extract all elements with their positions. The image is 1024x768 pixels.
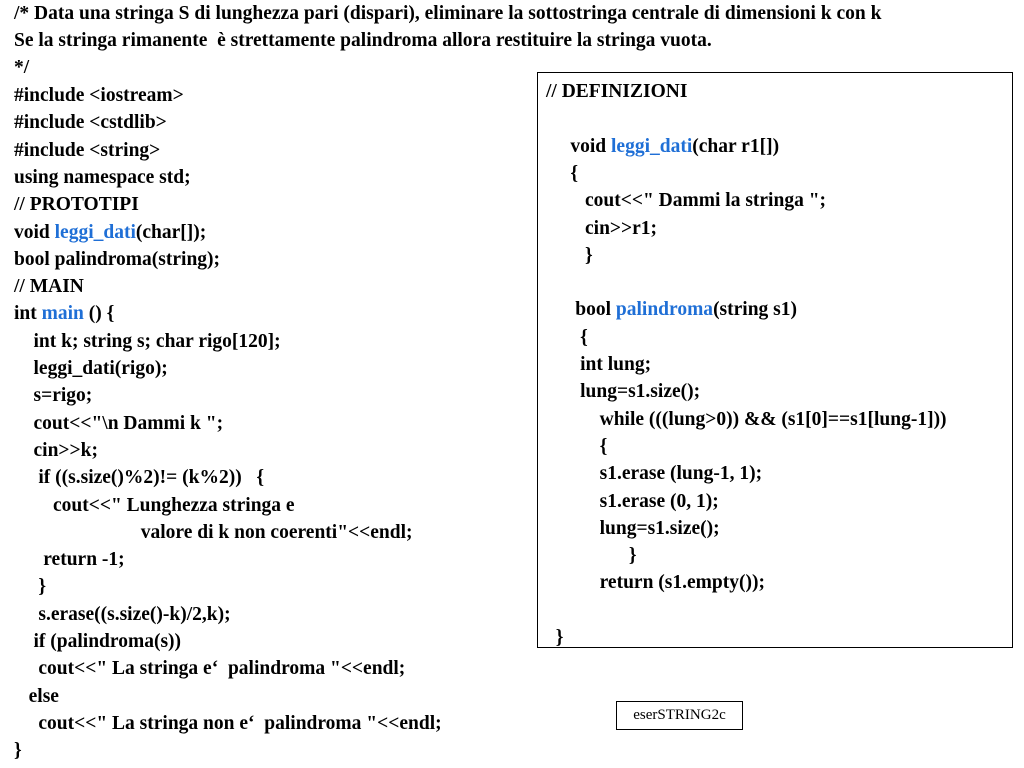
code-text: cin>>r1;: [546, 217, 658, 239]
code-text: // PROTOTIPI: [14, 194, 139, 216]
code-line: [14, 137, 160, 164]
code-text: return -1;: [14, 549, 125, 571]
code-line: [546, 460, 762, 487]
code-line: [14, 300, 114, 327]
code-line: [546, 78, 687, 105]
code-text: void: [14, 221, 55, 243]
code-text: s1.erase (lung-1, 1);: [546, 463, 763, 485]
code-text: (string s1): [713, 299, 798, 321]
code-text: (char[]);: [135, 221, 207, 243]
code-line: [546, 433, 607, 460]
code-line: [14, 82, 184, 109]
code-line: [14, 464, 264, 491]
code-line: [14, 655, 405, 682]
code-line: [546, 515, 720, 542]
code-text: s=rigo;: [14, 385, 93, 407]
code-text: }: [14, 576, 47, 598]
code-line: [14, 382, 92, 409]
code-line: [14, 519, 413, 546]
code-line: [546, 624, 563, 651]
code-line: [14, 273, 84, 300]
file-tag: eserSTRING2c: [616, 701, 743, 730]
code-text: cout<<" La stringa e‘ palindroma "<<endl;: [14, 658, 406, 680]
code-line: [546, 542, 637, 569]
code-text: {: [546, 435, 608, 457]
code-line: [14, 109, 167, 136]
code-line: [14, 710, 442, 737]
code-text: () {: [83, 303, 115, 325]
code-line: [546, 242, 593, 269]
code-text: cout<<" Dammi la stringa ";: [546, 190, 827, 212]
code-text: int k; string s; char rigo[120];: [14, 330, 281, 352]
code-line: [14, 437, 98, 464]
code-line: [546, 378, 700, 405]
function-name: leggi_dati: [54, 221, 136, 243]
code-line: [14, 628, 181, 655]
code-line: [14, 573, 46, 600]
code-line: [546, 160, 578, 187]
code-line: [14, 164, 191, 191]
header-line: Se la stringa rimanente è strettamente palindroma allora restituire la stringa vuota.: [14, 30, 712, 51]
code-line: [546, 569, 765, 596]
code-text: }: [546, 545, 637, 567]
code-text: cout<<" La stringa non e‘ palindroma "<<endl;: [14, 712, 442, 734]
code-text: using namespace std;: [14, 166, 191, 188]
code-text: return (s1.empty());: [546, 572, 765, 594]
definitions-box: [537, 72, 1013, 648]
code-text: {: [546, 326, 588, 348]
code-line: [14, 546, 125, 573]
code-text: bool palindroma(string);: [14, 248, 221, 270]
code-line: [14, 328, 281, 355]
code-text: // MAIN: [14, 276, 84, 298]
code-text: #include <iostream>: [14, 85, 184, 106]
code-line: [546, 187, 826, 214]
code-text: cout<<" Lunghezza stringa e: [14, 494, 295, 516]
code-line: [546, 488, 719, 515]
code-text: valore di k non coerenti"<<endl;: [14, 521, 413, 543]
code-line: [14, 492, 295, 519]
code-line: [14, 683, 59, 710]
code-line: [546, 406, 947, 433]
code-line: [14, 246, 220, 273]
code-text: while (((lung>0)) && (s1[0]==s1[lung-1])): [546, 408, 947, 430]
function-name: leggi_dati: [611, 135, 693, 157]
code-text: void: [546, 135, 612, 157]
code-line: [14, 219, 206, 246]
code-line: [14, 601, 231, 628]
code-text: s.erase((s.size()-k)/2,k);: [14, 603, 231, 625]
code-text: }: [546, 244, 593, 266]
code-text: if ((s.size()%2)!= (k%2)) {: [14, 467, 265, 489]
code-text: }: [14, 740, 22, 762]
code-line: [546, 296, 797, 323]
code-text: s1.erase (0, 1);: [546, 490, 719, 512]
header-line: /* Data una stringa S di lunghezza pari (dispari), eliminare la sottostringa centrale di dimensioni k con k: [14, 3, 882, 24]
code-text: lung=s1.size();: [546, 517, 720, 539]
code-text: cout<<"\n Dammi k ";: [14, 412, 224, 434]
code-text: #include <string>: [14, 139, 161, 161]
code-text: int: [14, 303, 42, 325]
function-name: palindroma: [615, 299, 714, 321]
code-text: leggi_dati(rigo);: [14, 358, 168, 379]
code-line: [546, 324, 588, 351]
code-line: [546, 351, 651, 378]
code-line: [546, 215, 657, 242]
code-line: [14, 191, 139, 218]
code-line: [14, 737, 22, 764]
code-text: {: [546, 162, 579, 184]
code-text: else: [14, 685, 59, 707]
code-line: [546, 133, 779, 160]
code-text: bool: [546, 299, 616, 321]
code-text: // DEFINIZIONI: [546, 81, 688, 102]
code-text: (char r1[]): [692, 135, 780, 157]
code-text: #include <cstdlib>: [14, 112, 167, 134]
code-text: if (palindroma(s)): [14, 631, 182, 652]
header-line: */: [14, 57, 30, 78]
code-text: lung=s1.size();: [546, 381, 701, 403]
code-text: int lung;: [546, 354, 652, 375]
code-line: [14, 355, 168, 382]
function-name: main: [41, 303, 84, 325]
code-text: cin>>k;: [14, 439, 98, 461]
code-line: [14, 410, 223, 437]
code-text: }: [546, 627, 564, 648]
